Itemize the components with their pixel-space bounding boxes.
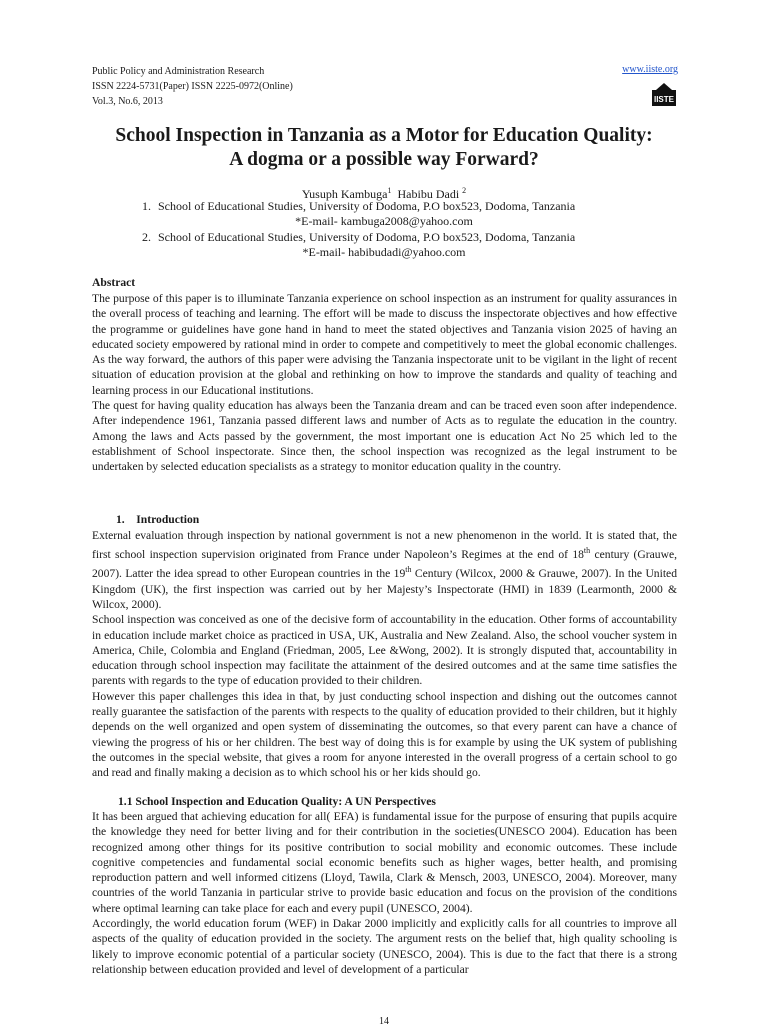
abstract-body <box>92 291 677 475</box>
section-1-1-heading: 1.1 School Inspection and Education Quality: A UN Perspectives <box>118 795 436 808</box>
introduction-heading: 1. Introduction <box>116 513 200 526</box>
journal-header <box>92 64 293 109</box>
abstract-heading: Abstract <box>92 276 136 289</box>
paper-title: School Inspection in Tanzania as a Motor for Education Quality: A dogma or a possible way Forward? <box>115 125 653 170</box>
section-1-1-body <box>92 809 677 977</box>
website-link[interactable]: www.iiste.org <box>622 64 678 75</box>
abstract-paragraph-2: The quest for having quality education has always been the Tanzania dream and can be traced even soon after independence. After independence 1961, Tanzania passed different laws and number of Acts as to regulate the education in the country. Among the laws and Acts passed by the government, the most important one is education Act No 25 which led to the establishment of School inspectorate. Since then, the school inspection was recognized as the legal instrument to be undertaken by selected education specialists as a strategy to monitor education quality in the country. <box>92 399 677 474</box>
author-2: Habibu Dadi <box>397 187 460 201</box>
author-2-email: *E-mail- habibudadi@yahoo.com <box>302 245 466 259</box>
abstract-paragraph-1: The purpose of this paper is to illuminate Tanzania experience on school inspection as an instrument for quality assurances in the overall process of teaching and learning. The effort will be made to discuss the inspectorate objectives and how effective the programme or guidelines have gone hand in hand to meet the stated objectives and Tanzania vision 2025 of having an educated society empowered by rational mind in order to compete and competitively to meet the global economic challenges. As the way forward, the authors of this paper were advising the Tanzania inspectorate unit to be vigilant in the light of recent situation of education provision at the global and rethinking on how to improve the standards and quality of teaching and learning process in our Educational institutions. <box>92 292 677 397</box>
journal-volume: Vol.3, No.6, 2013 <box>92 96 163 107</box>
journal-name: Public Policy and Administration Research <box>92 66 265 77</box>
author-1: Yusuph Kambuga <box>301 187 388 201</box>
author-1-email: *E-mail- kambuga2008@yahoo.com <box>295 214 473 228</box>
intro-paragraph-2: School inspection was conceived as one of the decisive form of accountability in the education. Other forms of accountability in education include market choice as practiced in USA, UK, Australia and New Zealand. Also, the school voucher system in America, Chile, Colombia and England (Friedman, 2005, Lee &Wong, 2002). It is strongly disputed that, accountability in education through school inspection may facilitate the attainment of the desired outcomes and at the same time satisfies the parents with regards to the type of education provided to their children. <box>92 613 677 688</box>
journal-issn: ISSN 2224-5731(Paper) ISSN 2225-0972(Online) <box>92 81 293 92</box>
svg-text:IISTE: IISTE <box>653 95 675 104</box>
author-list: Yusuph Kambuga$^1$ Habibu Dadi $^2$ <box>301 186 467 201</box>
intro-paragraph-3: However this paper challenges this idea in that, by just conducting school inspection and dishing out the outcomes cannot really guarantee the satisfaction of the parents with respects to the quality of education provided to their children, but it highly depends on the well organized and open system of disseminating the outcomes, so that every parent can have a chance of viewing the progress of his or her children. The best way of doing this is for example by using the UK system of publishing the outcomes in the special website, that gives a room for anyone interested in the overall progress of a certain school to go and read and finally making a decision as to which school his or her kids should go. <box>92 689 677 780</box>
section-1-1-paragraph-2: Accordingly, the world education forum (WEF) in Dakar 2000 implicitly and explicitly calls for all countries to improve all aspects of the quality of education provided in the society. The argument rests on the belief that, high quality schooling is likely to improve economic potential of a particular society (UNESCO, 2004). This is due to the fact that there is a strong relationship between education provided and level of development of a particular <box>92 917 677 976</box>
section-1-1-paragraph-1: It has been argued that achieving education for all( EFA) is fundamental issue for the purpose of ensuring that pupils acquire the knowledge they need for better living and for their contribution in the societies(UNESCO 2004). Education has been recognized among other things for its positive contribution to social mobility and economic outcomes. These include cognitive competencies and fundamental social economic benefits such as higher wages, better health, and promising reproduction pattern and well informed citizens (Lloyd, Tawila, Clark & Mensch, 2003, UNESCO, 2004). Moreover, many countries of the world Tanzania in particular strive to provide basic education and focus on the provision of the conditions where optimal learning can take place for each and every pupil (UNESCO, 2004). <box>92 810 677 915</box>
affiliation-2: 2. School of Educational Studies, University of Dodoma, P.O box523, Dodoma, Tanzania <box>142 230 576 244</box>
page-number: 14 <box>379 1016 389 1027</box>
affiliation-1: 1. School of Educational Studies, University of Dodoma, P.O box523, Dodoma, Tanzania <box>142 199 576 213</box>
intro-paragraph-1: External evaluation through inspection by national government is not a new phenomenon in the world. It is stated that, the first school inspection supervision originated from France under Napoleon’s Regimes at the end of 18th century (Grauwe, 2007). Latter the idea spread to other European countries in the 19th Century (Wilcox, 2000 & Grauwe, 2007). In the United Kingdom (UK), the first inspection was carried out by her Majesty’s Inspectorate (HMI) in 1839 (Learmonth, 2000 & Wilcox, 2000). <box>92 529 678 611</box>
introduction-body <box>92 528 677 780</box>
iiste-logo <box>652 82 676 106</box>
